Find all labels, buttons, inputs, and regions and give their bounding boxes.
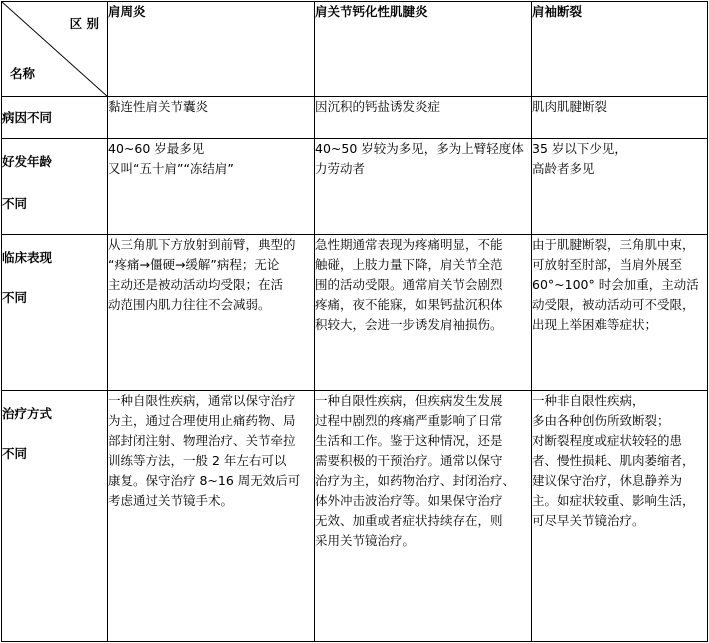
cell-text: 35 岁以下少见， — [532, 141, 627, 156]
cell-text: 对断裂程度或症状较轻的患 — [532, 433, 683, 448]
cell-text: 无效、加重或者症状持续存在，则 — [315, 513, 503, 528]
cell-text: 肌肉肌腱断裂 — [532, 99, 608, 114]
row-header-text: 病因不同 — [2, 110, 53, 125]
table-cell — [532, 139, 708, 235]
table-cell — [108, 97, 315, 139]
cell-text: 一种自限性疾病，通常以保守治疗 — [108, 393, 296, 408]
header-row — [2, 2, 708, 97]
cell-text: 一种非自限性疾病， — [532, 393, 645, 408]
cell-text: 者、慢性损耗、肌肉萎缩者， — [532, 453, 695, 468]
cell-text: 主。如症状较重、影响生活， — [532, 493, 695, 508]
cell-text: 过程中剧烈的疼痛严重影响了日常 — [315, 413, 503, 428]
row-header-text: 治疗方式 — [2, 406, 53, 421]
cell-text: 需要积极的干预治疗。通常以保守 — [315, 453, 503, 468]
cell-text: 由于肌腱断裂，三角肌中束， — [532, 237, 695, 252]
table-row-treatment — [2, 391, 708, 642]
table-cell — [108, 139, 315, 235]
cell-text: 从三角肌下方放射到前臂，典型的 — [108, 237, 296, 252]
row-header-text: 不同 — [2, 446, 28, 461]
cell-text: 可尽早关节镜治疗。 — [532, 513, 645, 528]
cell-text: 建议保守治疗，休息静养为 — [532, 473, 683, 488]
row-header-text: 临床表现 — [2, 250, 53, 265]
cell-text: 动范围内肌力往往不会减弱。 — [108, 297, 271, 312]
row-header-text: 不同 — [2, 290, 28, 305]
cell-text: 黏连性肩关节囊炎 — [108, 99, 209, 114]
cell-text: 主动还是被动活动均受限；在活 — [108, 277, 284, 292]
table-row-age — [2, 139, 708, 235]
cell-text: 60°~100° 时会加重，主动活 — [532, 277, 699, 292]
cell-text: 康复。保守治疗 8~16 周无效后可 — [108, 473, 301, 488]
table-row-clinical — [2, 235, 708, 391]
row-header-text: 好发年龄 — [2, 154, 53, 169]
table-cell — [532, 97, 708, 139]
cell-text: 动受限，被动活动可不受限， — [532, 297, 695, 312]
table-cell — [532, 391, 708, 642]
cell-text: 40~50 岁较为多见，多为上臂轻度体 — [315, 141, 524, 156]
corner-header-cell — [2, 2, 108, 97]
cell-text: 一种自限性疾病，但疾病发生发展 — [315, 393, 503, 408]
row-header-treatment — [2, 391, 108, 642]
row-header-text: 不同 — [2, 196, 28, 211]
cell-text: 触碰，上肢力量下降，肩关节全范 — [315, 257, 503, 272]
cell-text: 部封闭注射、物理治疗、关节牵拉 — [108, 433, 296, 448]
column-header-frozen-shoulder: 肩周炎 — [108, 2, 315, 97]
cell-text: 因沉积的钙盐诱发炎症 — [315, 99, 441, 114]
row-header-age — [2, 139, 108, 235]
table-cell — [315, 235, 532, 391]
cell-text: 力劳动者 — [315, 161, 366, 176]
cell-text: 治疗为主，如药物治疗、封闭治疗、 — [315, 473, 516, 488]
cell-text: 可放射至肘部，当肩外展至 — [532, 257, 683, 272]
cell-text: 训练等方法，一般 2 年左右可以 — [108, 453, 287, 468]
cell-text: 疼痛，夜不能寐，如果钙盐沉积体 — [315, 297, 503, 312]
corner-bottom-label: 名称 — [10, 66, 36, 81]
cell-text: 40~60 岁最多见 — [108, 141, 205, 156]
cell-text: 高龄者多见 — [532, 161, 595, 176]
cell-text: 考虑通过关节镜手术。 — [108, 493, 234, 508]
row-header-cause — [2, 97, 108, 139]
cell-text: 为主，通过合理使用止痛药物、局 — [108, 413, 296, 428]
cell-text: 积较大，会进一步诱发肩袖损伤。 — [315, 317, 503, 332]
cell-text: 采用关节镜治疗。 — [315, 533, 416, 548]
cell-text: 出现上举困难等症状； — [532, 317, 658, 332]
table-cell — [108, 391, 315, 642]
table-cell — [315, 139, 532, 235]
table-cell — [315, 97, 532, 139]
row-header-clinical — [2, 235, 108, 391]
cell-text: “疼痛→僵硬→缓解”病程；无论 — [108, 257, 280, 272]
cell-text: 体外冲击波治疗等。如果保守治疗 — [315, 493, 503, 508]
cell-text: 生活和工作。鉴于这种情况，还是 — [315, 433, 503, 448]
cell-text: 围的活动受限。通常肩关节会剧烈 — [315, 277, 503, 292]
cell-text: 多由各种创伤所致断裂； — [532, 413, 670, 428]
table-cell — [315, 391, 532, 642]
comparison-table — [1, 1, 708, 642]
table-cell — [108, 235, 315, 391]
column-header-rotator-cuff-tear: 肩袖断裂 — [532, 2, 708, 97]
column-header-calcific-tendinitis: 肩关节钙化性肌腱炎 — [315, 2, 532, 97]
table-cell — [532, 235, 708, 391]
table-row-cause — [2, 97, 708, 139]
corner-top-label: 区 别 — [69, 16, 99, 31]
cell-text: 急性期通常表现为疼痛明显，不能 — [315, 237, 503, 252]
cell-text: 又叫“五十肩”“冻结肩” — [108, 161, 234, 176]
